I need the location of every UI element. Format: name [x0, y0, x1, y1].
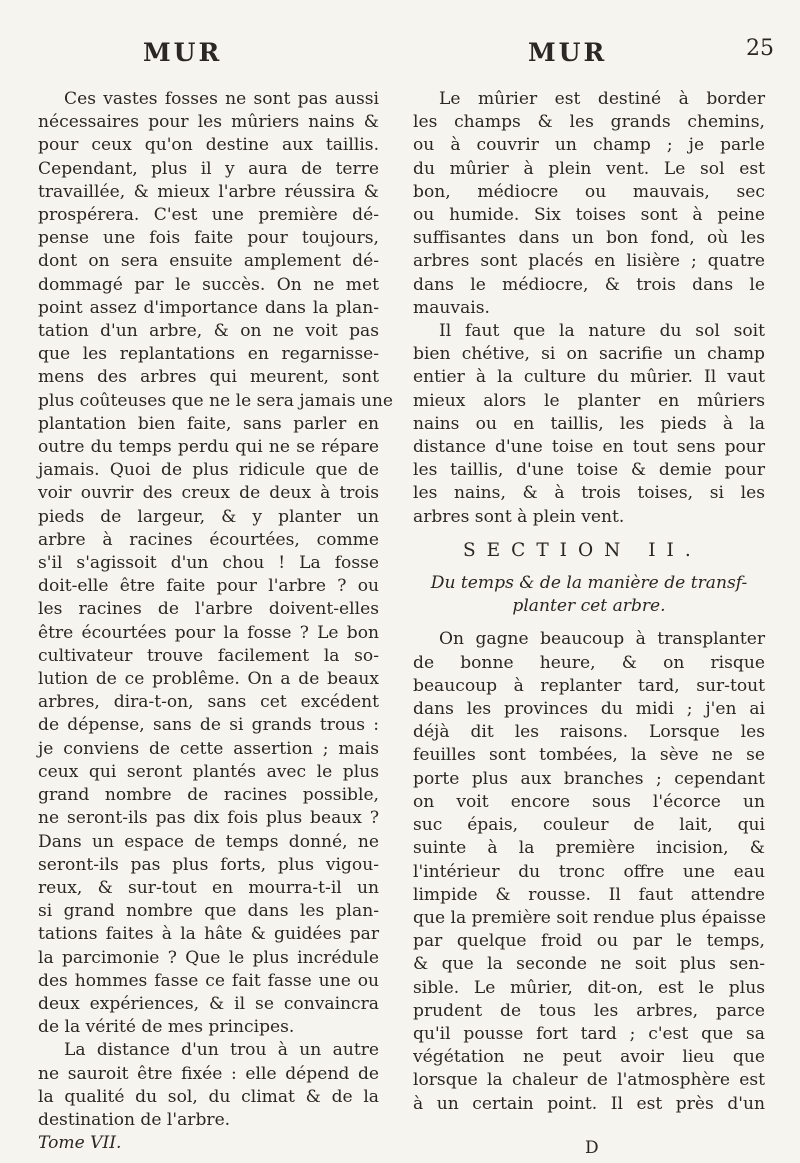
text-line: des hommes fasse ce fait fasse une ou	[38, 970, 379, 991]
text-line: que la première soit rendue plus épaisse	[413, 907, 766, 928]
text-line: Il faut que la nature du sol soit	[439, 321, 765, 342]
right-column-text-a	[413, 88, 765, 529]
right-running-head: MUR	[528, 38, 608, 67]
text-line: bien chétive, si on sacrifie un champ	[413, 344, 765, 365]
right-column	[413, 88, 765, 1116]
text-line: du mûrier à plein vent. Le sol est	[413, 158, 765, 179]
text-line: grand nombre de racines possible,	[38, 785, 379, 806]
text-line: jamais. Quoi de plus ridicule que de	[38, 460, 379, 481]
text-line: mens des arbres qui meurent, sont	[38, 367, 379, 388]
text-line: les nains, & à trois toises, si les	[413, 483, 765, 504]
text-line: entier à la culture du mûrier. Il vaut	[413, 367, 765, 388]
text-line: deux expériences, & il se convaincra	[38, 993, 379, 1014]
text-line: prospérera. C'est une première dé-	[38, 205, 379, 226]
text-line: arbres sont placés en lisière ; quatre	[413, 251, 765, 272]
text-line: déjà dit les raisons. Lorsque les	[413, 722, 765, 743]
text-line: de dépense, sans de si grands trous :	[38, 715, 379, 736]
text-line: suinte à la première incision, &	[413, 838, 765, 859]
text-line: plus coûteuses que ne le sera jamais une	[38, 390, 394, 411]
text-line: la qualité du sol, du climat & de la	[38, 1086, 379, 1107]
left-column-text	[38, 88, 394, 1132]
text-line: Cependant, plus il y aura de terre	[38, 158, 379, 179]
text-line: point assez d'importance dans la plan-	[38, 297, 379, 318]
text-line: lution de ce problême. On a de beaux	[38, 669, 379, 690]
text-line: dommagé par le succès. On ne met	[38, 274, 379, 295]
text-line: La distance d'un trou à un autre	[64, 1040, 379, 1061]
text-line: distance d'une toise en tout sens pour	[413, 437, 765, 458]
text-line: mieux alors le planter en mûriers	[413, 390, 765, 411]
text-line: pense une fois faite pour toujours,	[38, 228, 379, 249]
text-line: dont on sera ensuite amplement dé-	[38, 251, 379, 272]
text-line: qu'il pousse fort tard ; c'est que sa	[413, 1023, 765, 1044]
text-line: ou à couvrir un champ ; je parle	[413, 135, 765, 156]
text-line: mauvais.	[413, 297, 490, 318]
text-line: tations faites à la hâte & guidées par	[38, 924, 379, 945]
text-line: par quelque froid ou par le temps,	[413, 931, 765, 952]
text-line: nains ou en taillis, les pieds à la	[413, 413, 765, 434]
text-line: plantation bien faite, sans parler en	[38, 413, 379, 434]
section-title-line-1: Du temps & de la manière de transf-	[430, 573, 748, 594]
text-line: nécessaires pour les mûriers nains &	[38, 112, 379, 133]
text-line: doit-elle être faite pour l'arbre ? ou	[38, 576, 379, 597]
text-line: Le mûrier est destiné à border	[439, 89, 765, 109]
text-line: je conviens de cette assertion ; mais	[38, 738, 379, 759]
text-line: travaillée, & mieux l'arbre réussira &	[38, 181, 379, 202]
text-line: limpide & rousse. Il faut attendre	[413, 884, 765, 905]
text-line: ne seront-ils pas dix fois plus beaux ?	[38, 808, 379, 829]
text-line: pour ceux qu'on destine aux taillis.	[38, 135, 379, 156]
page-number: 25	[746, 36, 774, 61]
text-line: porte plus aux branches ; cependant	[413, 768, 765, 789]
text-line: à un certain point. Il est près d'un	[413, 1093, 765, 1114]
text-line: feuilles sont tombées, la sève ne se	[413, 745, 765, 766]
text-line: si grand nombre que dans les plan-	[38, 901, 379, 922]
text-line: ou humide. Six toises sont à peine	[413, 205, 765, 226]
signature-mark: D	[585, 1138, 599, 1158]
text-line: arbres, dira-t-on, sans cet excédent	[38, 692, 379, 713]
text-line: de la vérité de mes principes.	[38, 1017, 295, 1038]
text-line: ceux qui seront plantés avec le plus	[38, 761, 379, 782]
text-line: sible. Le mûrier, dit-on, est le plus	[413, 977, 765, 998]
text-line: bon, médiocre ou mauvais, sec	[413, 181, 765, 202]
text-line: Dans un espace de temps donné, ne	[38, 831, 379, 852]
text-line: beaucoup à replanter tard, sur-tout	[413, 675, 765, 696]
text-line: dans les provinces du midi ; j'en ai	[413, 699, 765, 720]
text-line: de bonne heure, & on risque	[413, 652, 765, 673]
text-line: Ces vastes fosses ne sont pas aussi	[64, 89, 379, 109]
text-line: que les replantations en regarnisse-	[38, 344, 379, 365]
text-line: tation d'un arbre, & on ne voit pas	[38, 321, 379, 342]
section-title-line-2: planter cet arbre.	[512, 596, 666, 617]
text-line: seront-ils pas plus forts, plus vigou-	[38, 854, 379, 875]
text-line: voir ouvrir des creux de deux à trois	[38, 483, 379, 504]
text-line: & que la seconde ne soit plus sen-	[413, 954, 765, 975]
text-line: être écourtées pour la fosse ? Le bon	[38, 622, 379, 643]
text-line: la parcimonie ? Que le plus incrédule	[38, 947, 379, 968]
text-line: prudent de tous les arbres, parce	[413, 1000, 765, 1021]
section-heading: SECTION II.	[463, 539, 702, 561]
left-column	[38, 88, 394, 1155]
text-line: arbre à racines écourtées, comme	[38, 529, 379, 550]
left-running-head: MUR	[143, 38, 223, 67]
text-line: ne sauroit être fixée : elle dépend de	[38, 1063, 379, 1084]
text-line: végétation ne peut avoir lieu que	[413, 1047, 765, 1068]
text-line: les champs & les grands chemins,	[413, 112, 765, 133]
text-line: On gagne beaucoup à transplanter	[439, 629, 765, 650]
text-line: cultivateur trouve facilement la so-	[38, 645, 379, 666]
volume-footer: Tome VII.	[38, 1133, 122, 1154]
right-column-text-b	[413, 628, 765, 1115]
text-line: destination de l'arbre.	[38, 1109, 231, 1130]
text-line: s'il s'agissoit d'un chou ! La fosse	[38, 553, 379, 574]
text-line: reux, & sur-tout en mourra-t-il un	[38, 877, 379, 898]
text-line: suc épais, couleur de lait, qui	[413, 815, 765, 836]
text-line: outre du temps perdu qui ne se répare	[38, 437, 379, 458]
text-line: lorsque la chaleur de l'atmosphère est	[413, 1070, 765, 1091]
text-line: suffisantes dans un bon fond, où les	[413, 228, 765, 249]
text-line: dans le médiocre, & trois dans le	[413, 274, 765, 295]
text-line: pieds de largeur, & y planter un	[38, 506, 379, 527]
text-line: les taillis, d'une toise & demie pour	[413, 460, 765, 481]
text-line: les racines de l'arbre doivent-elles	[38, 599, 379, 620]
text-line: arbres sont à plein vent.	[413, 506, 625, 527]
text-line: on voit encore sous l'écorce un	[413, 791, 765, 812]
text-line: l'intérieur du tronc offre une eau	[413, 861, 765, 882]
